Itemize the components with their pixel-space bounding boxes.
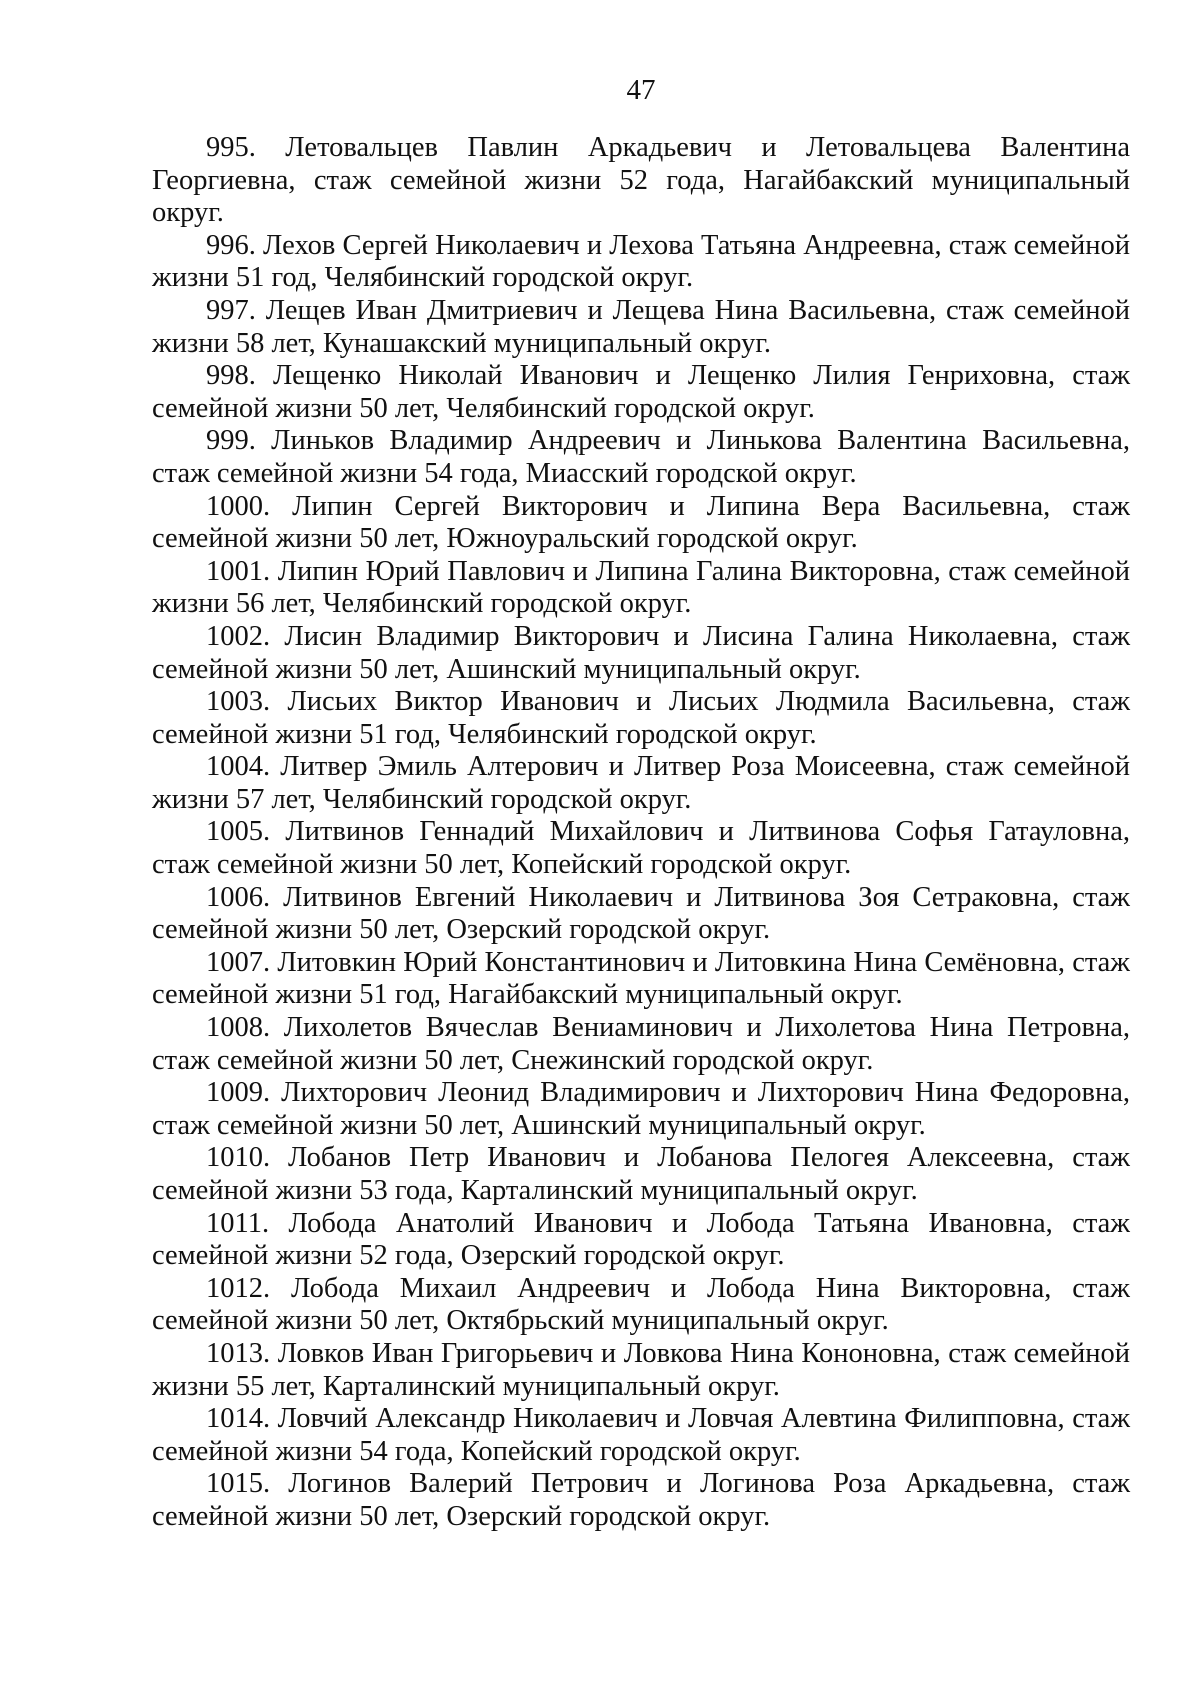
list-item <box>152 816 1130 881</box>
entry-number: 1000. <box>206 490 271 522</box>
list-item <box>152 1208 1130 1273</box>
list-item <box>152 1468 1130 1533</box>
entry-text: Лобода Михаил Андреевич и Лобода Нина Викторовна, стаж семейной жизни 50 лет, Октябрьский муниципальный округ. <box>152 1272 1130 1337</box>
entry-text: Литвинов Геннадий Михайлович и Литвинова Софья Гатауловна, стаж семейной жизни 50 лет, Копейский городской округ. <box>152 816 1131 881</box>
entry-number: 1009. <box>206 1077 271 1109</box>
entry-list <box>152 132 1130 1534</box>
entry-number: 1014. <box>206 1403 271 1435</box>
entry-number: 1013. <box>206 1337 271 1369</box>
entry-number: 996. <box>206 229 256 261</box>
entry-text: Лещев Иван Дмитриевич и Лещева Нина Васильевна, стаж семейной жизни 58 лет, Кунашакский муниципальный округ. <box>152 294 1130 359</box>
list-item <box>152 556 1130 621</box>
list-item <box>152 295 1130 360</box>
entry-text: Лихторович Леонид Владимирович и Лихторович Нина Федоровна, стаж семейной жизни 50 лет, Ашинский муниципальный округ. <box>152 1077 1131 1141</box>
entry-text: Ловков Иван Григорьевич и Ловкова Нина Кононовна, стаж семейной жизни 55 лет, Карталинский муниципальный округ. <box>152 1337 1130 1402</box>
entry-text: Литвинов Евгений Николаевич и Литвинова Зоя Сетраковна, стаж семейной жизни 50 лет, Озерский городской округ. <box>152 881 1131 946</box>
page-number: 47 <box>626 74 656 106</box>
entry-number: 1010. <box>206 1142 271 1174</box>
entry-number: 1001. <box>206 555 271 587</box>
entry-number: 1008. <box>206 1012 271 1044</box>
list-item <box>152 751 1130 816</box>
entry-number: 1007. <box>206 946 271 978</box>
entry-number: 1012. <box>206 1272 271 1304</box>
entry-number: 1015. <box>206 1468 271 1500</box>
entry-text: Логинов Валерий Петрович и Логинова Роза Аркадьевна, стаж семейной жизни 50 лет, Озерский городской округ. <box>152 1468 1131 1532</box>
entry-text: Лихолетов Вячеслав Вениаминович и Лихолетова Нина Петровна, стаж семейной жизни 50 лет, Снежинский городской округ. <box>152 1012 1130 1076</box>
list-item <box>152 1338 1130 1403</box>
entry-number: 997. <box>206 294 256 326</box>
list-item <box>152 686 1130 751</box>
entry-number: 1003. <box>206 686 271 718</box>
entry-text: Литовкин Юрий Константинович и Литовкина Нина Семёновна, стаж семейной жизни 51 год, Нагайбакский муниципальный округ. <box>152 946 1130 1011</box>
list-item <box>152 425 1130 490</box>
entry-text: Линьков Владимир Андреевич и Линькова Валентина Васильевна, стаж семейной жизни 54 года, Миасский городской округ. <box>152 425 1130 489</box>
list-item <box>152 1012 1130 1077</box>
entry-text: Липин Сергей Викторович и Липина Вера Васильевна, стаж семейной жизни 50 лет, Южноуральский городской округ. <box>152 490 1131 555</box>
entry-text: Лехов Сергей Николаевич и Лехова Татьяна Андреевна, стаж семейной жизни 51 год, Челябинский городской округ. <box>152 229 1130 294</box>
entry-text: Липин Юрий Павлович и Липина Галина Викторовна, стаж семейной жизни 56 лет, Челябинский городской округ. <box>152 555 1130 620</box>
entry-number: 1006. <box>206 881 271 913</box>
entry-number: 1011. <box>206 1207 270 1239</box>
list-item <box>152 230 1130 295</box>
list-item <box>152 491 1130 556</box>
list-item <box>152 947 1130 1012</box>
entry-text: Лисин Владимир Викторович и Лисина Галина Николаевна, стаж семейной жизни 50 лет, Ашинский муниципальный округ. <box>152 620 1131 685</box>
list-item <box>152 882 1130 947</box>
entry-number: 995. <box>206 132 256 163</box>
entry-text: Лобода Анатолий Иванович и Лобода Татьяна Ивановна, стаж семейной жизни 52 года, Озерский городской округ. <box>152 1207 1130 1272</box>
entry-text: Лисьих Виктор Иванович и Лисьих Людмила Васильевна, стаж семейной жизни 51 год, Челябинский городской округ. <box>152 686 1131 750</box>
list-item <box>152 1077 1130 1142</box>
list-item <box>152 1403 1130 1468</box>
entry-number: 999. <box>206 425 256 457</box>
entry-number: 1005. <box>206 816 271 848</box>
entry-number: 1004. <box>206 751 271 783</box>
list-item <box>152 360 1130 425</box>
list-item <box>152 621 1130 686</box>
entry-text: Лещенко Николай Иванович и Лещенко Лилия Генриховна, стаж семейной жизни 50 лет, Челябинский городской округ. <box>152 360 1131 424</box>
entry-number: 1002. <box>206 620 271 652</box>
entry-text: Лобанов Петр Иванович и Лобанова Пелогея Алексеевна, стаж семейной жизни 53 года, Карталинский муниципальный округ. <box>152 1142 1130 1206</box>
list-item <box>152 132 1130 230</box>
list-item <box>152 1142 1130 1207</box>
list-item <box>152 1273 1130 1338</box>
entry-text: Литвер Эмиль Алтерович и Литвер Роза Моисеевна, стаж семейной жизни 57 лет, Челябинский городской округ. <box>152 751 1130 815</box>
entry-text: Летовальцев Павлин Аркадьевич и Летовальцева Валентина Георгиевна, стаж семейной жизни 52 года, Нагайбакский муниципальный округ. <box>152 132 1131 229</box>
entry-number: 998. <box>206 360 256 392</box>
entry-text: Ловчий Александр Николаевич и Ловчая Алевтина Филипповна, стаж семейной жизни 54 года, Копейский городской округ. <box>152 1403 1131 1467</box>
